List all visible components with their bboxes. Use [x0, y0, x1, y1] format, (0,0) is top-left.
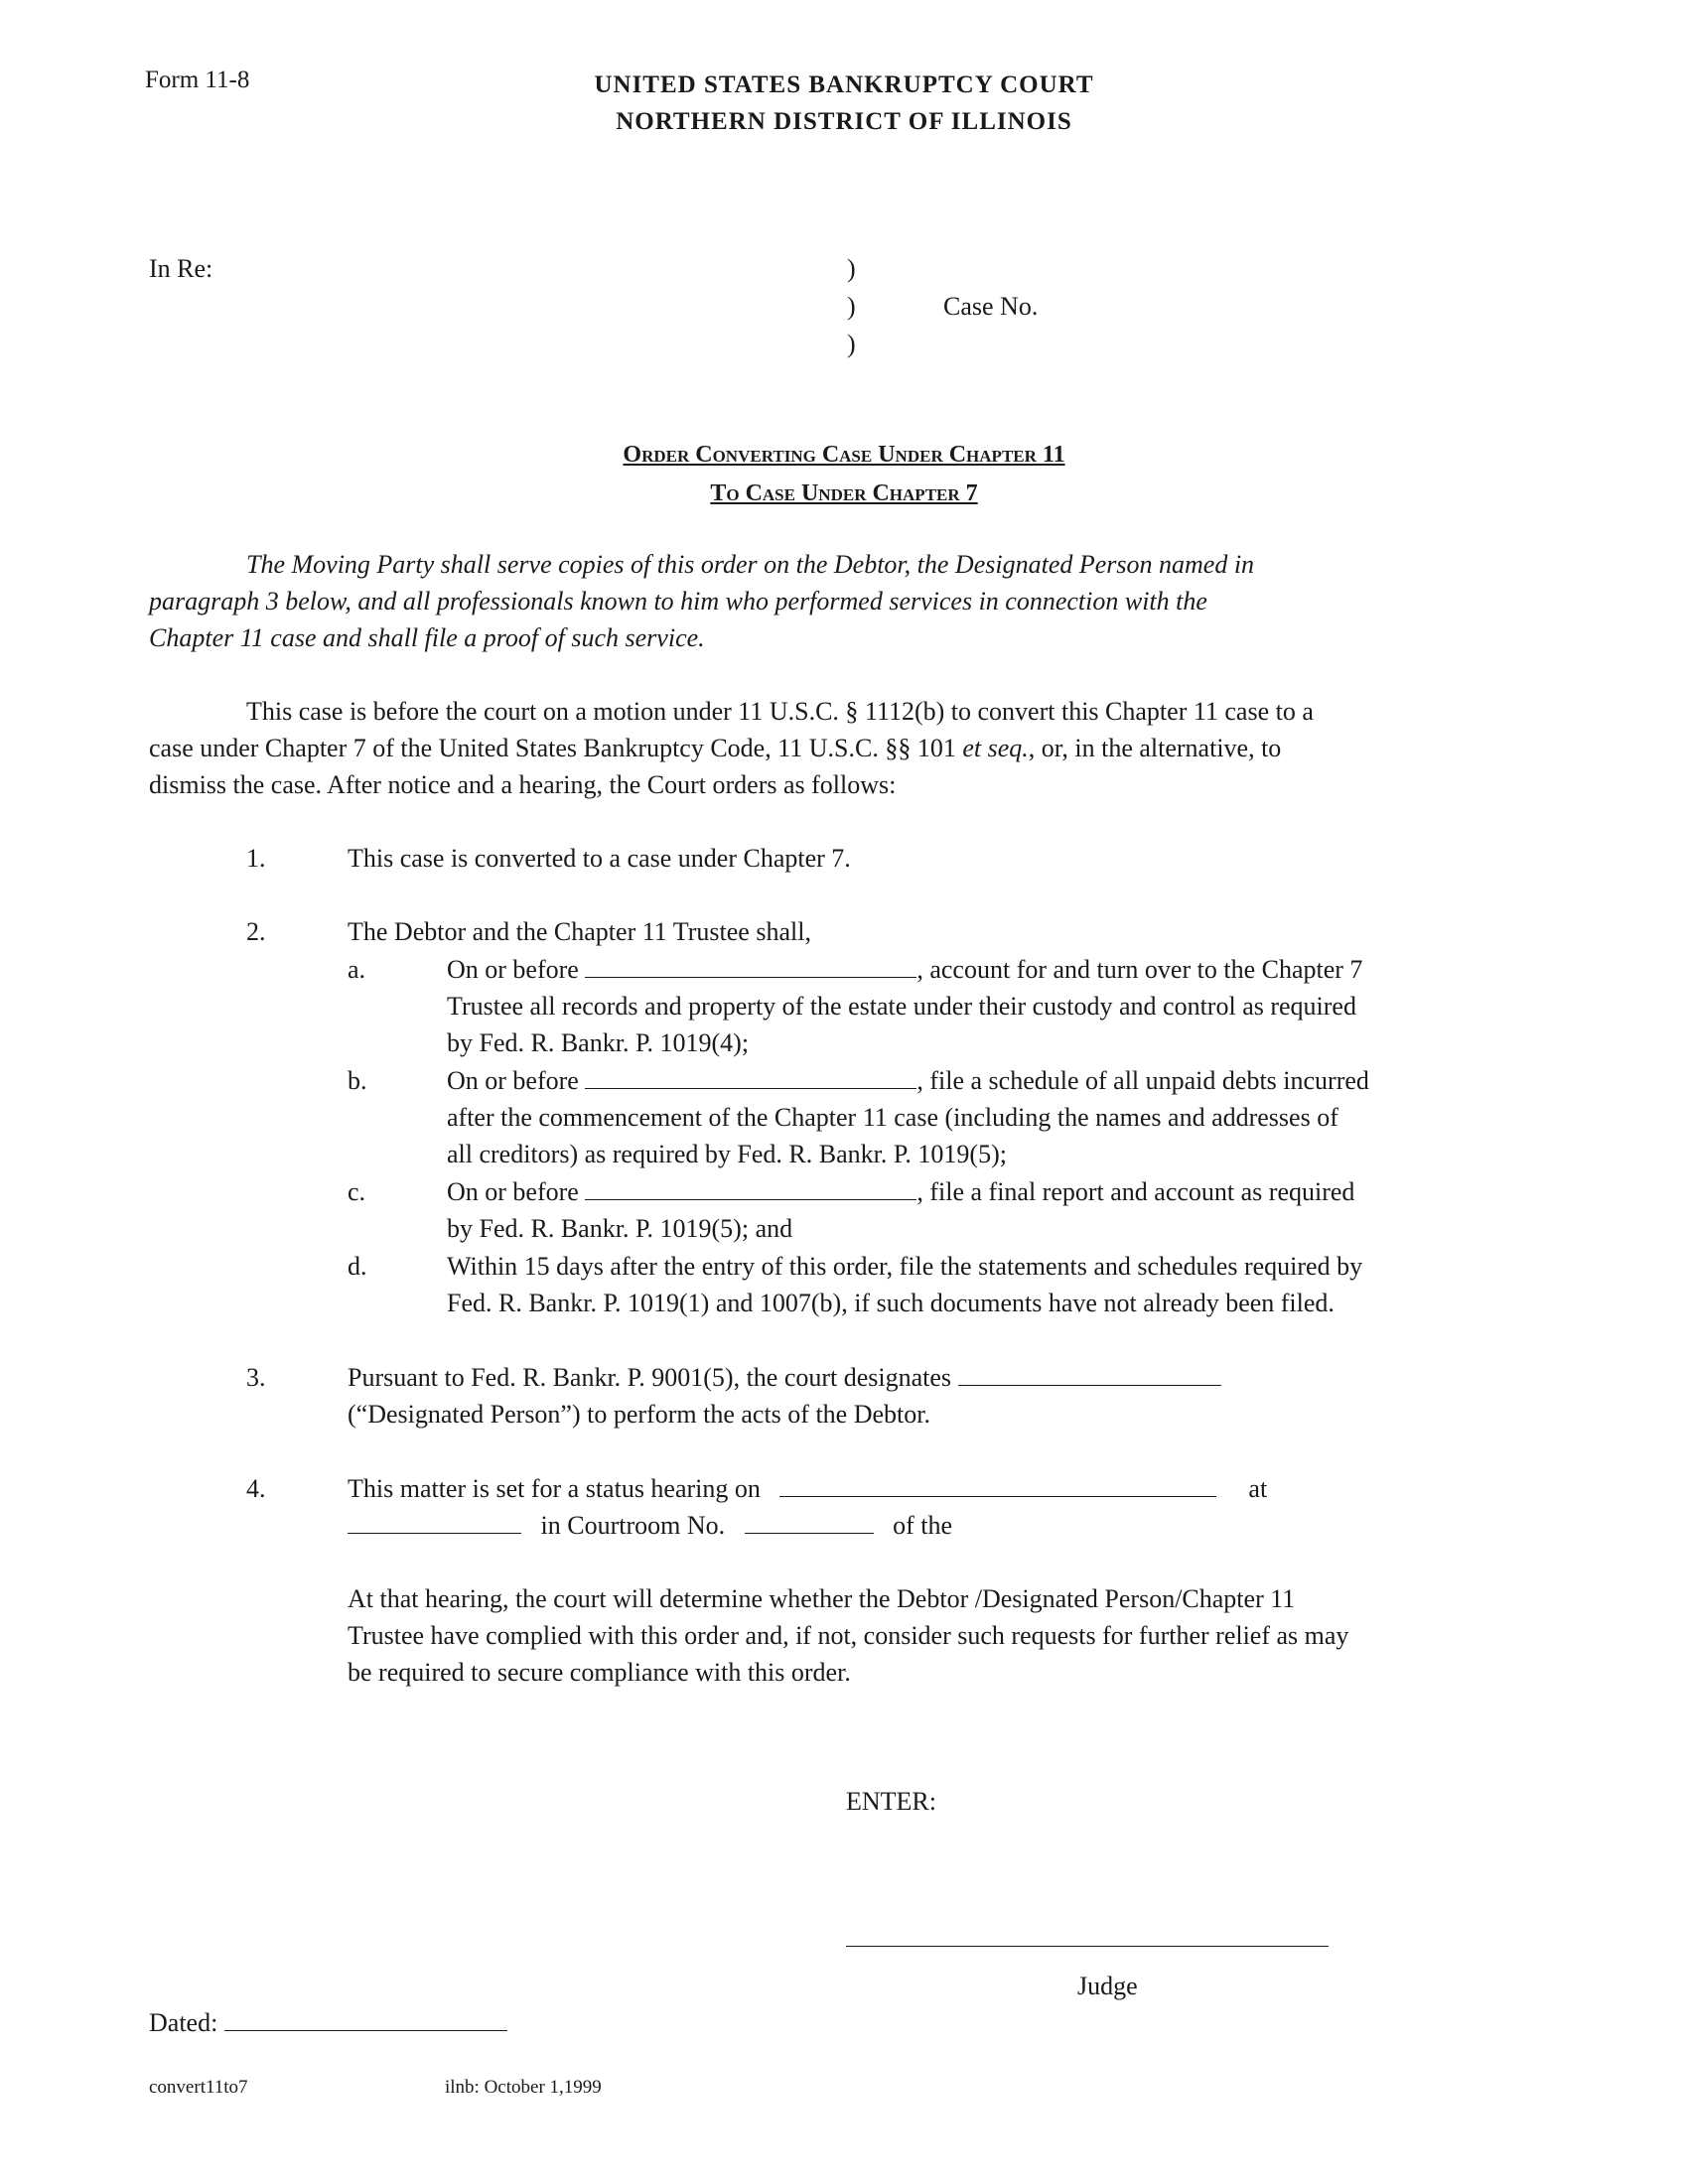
judge-signature-line[interactable] — [846, 1946, 1329, 1947]
subitem-a-line: Trustee all records and property of the estate under their custody and control as required — [447, 992, 1356, 1021]
item-text-segment: in Courtroom No. — [540, 1511, 726, 1540]
service-notice-line: paragraph 3 below, and all professionals known to him who performed services in connection with the — [149, 587, 1207, 615]
hearing-paragraph-line: At that hearing, the court will determine whether the Debtor /Designated Person/Chapter 11 — [348, 1584, 1296, 1613]
subitem-label: c. — [348, 1177, 366, 1206]
item-text-segment: This matter is set for a status hearing on — [348, 1474, 761, 1503]
case-number-label: Case No. — [943, 292, 1039, 321]
subitem-d-line: Fed. R. Bankr. P. 1019(1) and 1007(b), if such documents have not already been filed. — [447, 1289, 1335, 1317]
dated-blank-field[interactable] — [224, 2006, 507, 2031]
item-text — [348, 1470, 1267, 1507]
court-name: UNITED STATES BANKRUPTCY COURT — [594, 71, 1094, 98]
item-text: (“Designated Person”) to perform the acts of the Debtor. — [348, 1400, 930, 1429]
caption-paren: ) — [847, 254, 856, 283]
file-code: convert11to7 — [149, 2077, 248, 2098]
subitem-d-line: Within 15 days after the entry of this order, file the statements and schedules required by — [447, 1252, 1363, 1281]
hearing-date-blank-field[interactable] — [779, 1472, 1216, 1497]
subitem-text: On or before — [447, 955, 586, 984]
et-seq-text: et seq. — [962, 734, 1029, 762]
date-blank-field[interactable] — [585, 1064, 916, 1089]
subitem-text: , account for and turn over to the Chapter 7 — [916, 955, 1363, 984]
caption-paren: ) — [847, 330, 856, 358]
subitem-b-line — [447, 1062, 1369, 1099]
item-text: The Debtor and the Chapter 11 Trustee shall, — [348, 917, 811, 946]
subitem-a-line — [447, 951, 1362, 988]
designated-person-blank-field[interactable] — [958, 1361, 1221, 1386]
caption-paren: ) — [847, 292, 856, 321]
court-district: NORTHERN DISTRICT OF ILLINOIS — [616, 108, 1072, 135]
revision-date: ilnb: October 1,1999 — [445, 2077, 602, 2098]
dated-line — [149, 2004, 507, 2041]
item-text: This case is converted to a case under Chapter 7. — [348, 844, 851, 873]
subitem-text: , file a final report and account as required — [916, 1177, 1355, 1206]
item-number: 3. — [246, 1363, 266, 1392]
service-notice-line: The Moving Party shall serve copies of this order on the Debtor, the Designated Person named in — [246, 550, 1255, 579]
item-text — [348, 1507, 952, 1544]
subitem-c-line — [447, 1173, 1354, 1210]
hearing-time-blank-field[interactable] — [348, 1509, 521, 1534]
subitem-c-line: by Fed. R. Bankr. P. 1019(5); and — [447, 1214, 793, 1243]
intro-line — [149, 730, 1281, 766]
item-text-segment: Pursuant to Fed. R. Bankr. P. 9001(5), the court designates — [348, 1363, 952, 1392]
subitem-a-line: by Fed. R. Bankr. P. 1019(4); — [447, 1028, 750, 1057]
intro-line: dismiss the case. After notice and a hearing, the Court orders as follows: — [149, 770, 897, 799]
hearing-paragraph-line: Trustee have complied with this order and, if not, consider such requests for further relief as may — [348, 1621, 1349, 1650]
item-text-segment: of the — [893, 1511, 953, 1540]
courtroom-blank-field[interactable] — [745, 1509, 874, 1534]
subitem-label: a. — [348, 955, 366, 984]
intro-text: case under Chapter 7 of the United States Bankruptcy Code, 11 U.S.C. §§ 101 — [149, 734, 963, 762]
item-text — [348, 1359, 1221, 1396]
subitem-b-line: all creditors) as required by Fed. R. Bankr. P. 1019(5); — [447, 1140, 1007, 1168]
item-number: 4. — [246, 1474, 266, 1503]
subitem-text: , file a schedule of all unpaid debts incurred — [916, 1066, 1369, 1095]
enter-label: ENTER: — [846, 1787, 936, 1816]
dated-label: Dated: — [149, 2008, 218, 2037]
order-title-line1: Order Converting Case Under Chapter 11 — [623, 442, 1065, 468]
in-re-label: In Re: — [149, 254, 213, 283]
judge-label: Judge — [1077, 1972, 1138, 2000]
subitem-text: On or before — [447, 1177, 586, 1206]
item-number: 1. — [246, 844, 266, 873]
intro-text: , or, in the alternative, to — [1028, 734, 1282, 762]
hearing-paragraph-line: be required to secure compliance with this order. — [348, 1658, 851, 1687]
service-notice-line: Chapter 11 case and shall file a proof of such service. — [149, 623, 705, 652]
date-blank-field[interactable] — [585, 953, 916, 978]
form-number: Form 11-8 — [145, 67, 250, 93]
subitem-b-line: after the commencement of the Chapter 11 case (including the names and addresses of — [447, 1103, 1338, 1132]
subitem-text: On or before — [447, 1066, 586, 1095]
order-title-line2: To Case Under Chapter 7 — [710, 480, 978, 506]
item-number: 2. — [246, 917, 266, 946]
intro-line: This case is before the court on a motion under 11 U.S.C. § 1112(b) to convert this Chapter 11 case to a — [246, 697, 1314, 726]
date-blank-field[interactable] — [585, 1175, 916, 1200]
subitem-label: b. — [348, 1066, 367, 1095]
subitem-label: d. — [348, 1252, 367, 1281]
item-text-segment: at — [1248, 1474, 1268, 1503]
